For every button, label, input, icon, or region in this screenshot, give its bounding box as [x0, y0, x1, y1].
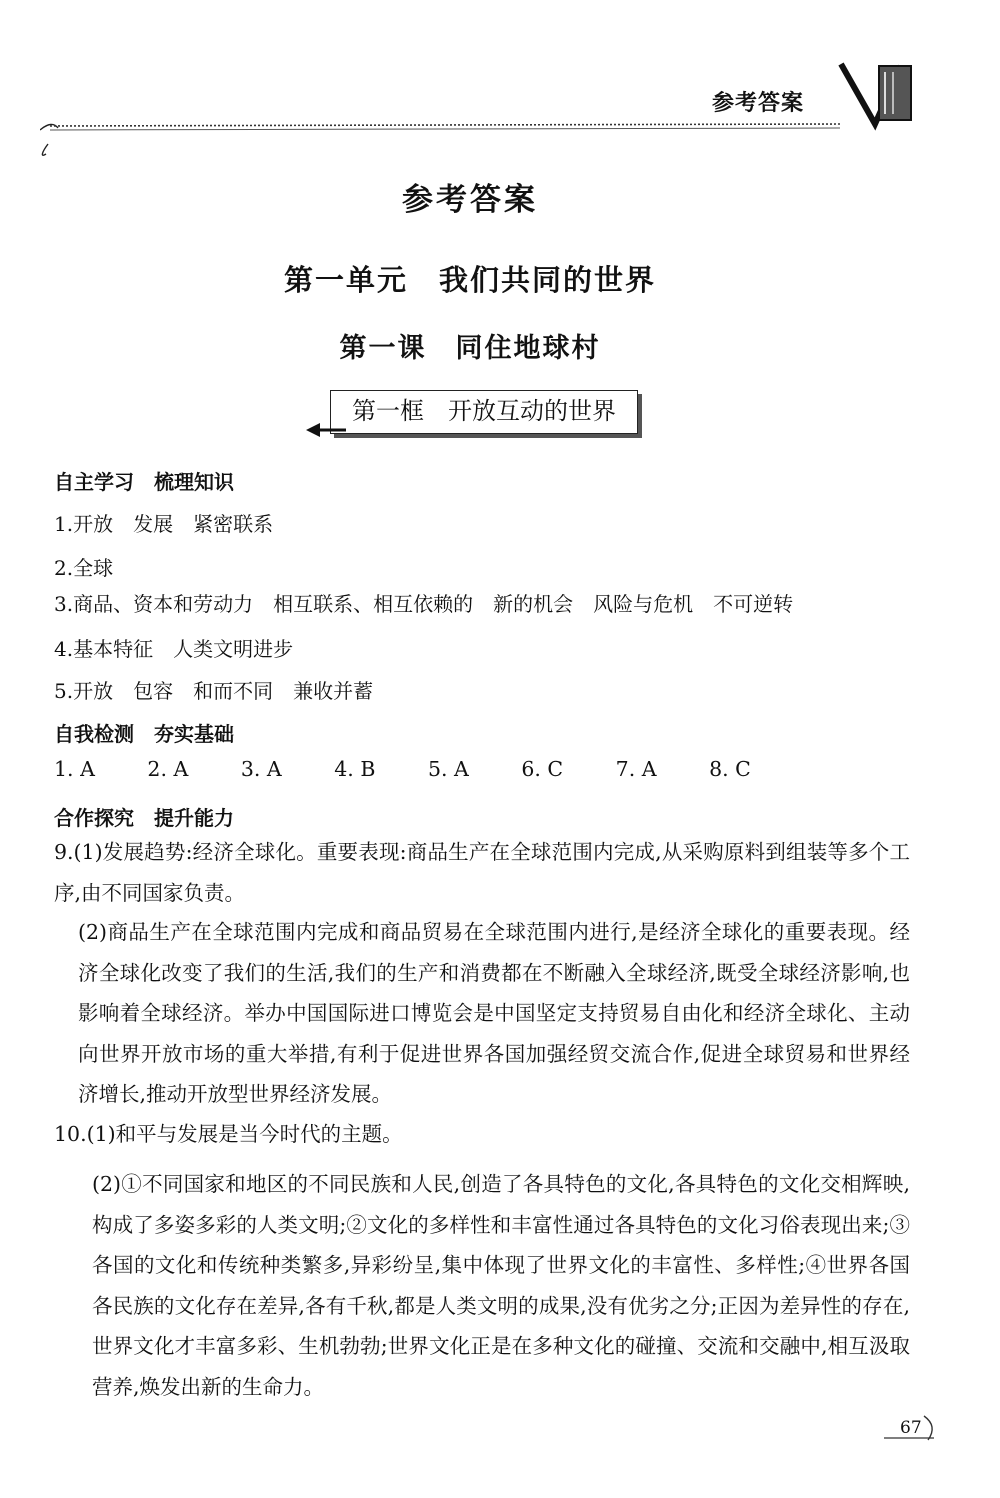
q9-part2: (2)商品生产在全球范围内完成和商品贸易在全球范围内进行,是经济全球化的重要表现。经济全球化改变了我们的生活,我们的生产和消费都在不断融入全球经济,既受全球经济影响,也影响着全球经济。举办中国国际进口博览会是中国坚定支持贸易自由化和经济全球化、主动向世界开放市场的重大举措,有利于促进世界各国加强经贸交流合作,促进全球贸易和世界经济增长,推动开放型世界经济发展。	[78, 920, 910, 1106]
lesson-title: 第一课 同住地球村	[339, 333, 601, 364]
answer-line: 3.商品、资本和劳动力 相互联系、相互依赖的 新的机会 风险与危机 不可逆转	[54, 592, 794, 616]
q10-part1: 10.(1)和平与发展是当今时代的主题。	[54, 1122, 403, 1146]
left-arrow-icon	[306, 418, 346, 442]
unit-title: 第一单元 我们共同的世界	[283, 263, 656, 297]
answer-line: 5.开放 包容 和而不同 兼收并蓄	[54, 679, 374, 703]
mc-answer: 3. A	[240, 757, 282, 781]
frame-title-box: 第一框 开放互动的世界	[330, 390, 638, 434]
page-number: 67	[900, 1418, 922, 1438]
mc-answer: 1. A	[54, 757, 95, 781]
answer-line: 4.基本特征 人类文明进步	[54, 637, 294, 661]
book-icon	[835, 58, 917, 132]
q10-part2: (2)①不同国家和地区的不同民族和人民,创造了各具特色的文化,各具特色的文化交相辉映,构成了多姿多彩的人类文明;②文化的多样性和丰富性通过各具特色的文化习俗表现出来;③各国的文化和传统种类繁多,异彩纷呈,集中体现了世界文化的丰富性、多样性;④世界各国各民族的文化存在差异,各有千秋,都是人类文明的成果,没有优劣之分;正因为差异性的存在,世界文化才丰富多彩、生机勃勃;世界文化正是在多种文化的碰撞、交流和交融中,相互汲取营养,焕发出新的生命力。	[92, 1172, 910, 1399]
section-heading-cooperative-inquiry: 合作探究 提升能力	[54, 806, 234, 830]
section-heading-self-study: 自主学习 梳理知识	[54, 470, 234, 494]
answer-line: 1.开放 发展 紧密联系	[54, 512, 274, 536]
mc-answer: 7. A	[615, 757, 657, 781]
mc-answer: 8. C	[709, 757, 751, 781]
mc-answer: 4. B	[334, 757, 376, 781]
answer-line: 2.全球	[54, 556, 114, 580]
header-rule	[40, 118, 860, 158]
mc-answer: 5. A	[427, 757, 469, 781]
section-heading-self-check: 自我检测 夯实基础	[54, 722, 234, 746]
mc-answer: 6. C	[521, 757, 564, 781]
page-title: 参考答案	[402, 182, 538, 218]
mc-answer-row	[54, 757, 751, 781]
q9-part1: 9.(1)发展趋势:经济全球化。重要表现:商品生产在全球范围内完成,从采购原料到组装等多个工序,由不同国家负责。	[54, 840, 910, 905]
mc-answer: 2. A	[147, 757, 189, 781]
running-header-title: 参考答案	[712, 90, 805, 116]
